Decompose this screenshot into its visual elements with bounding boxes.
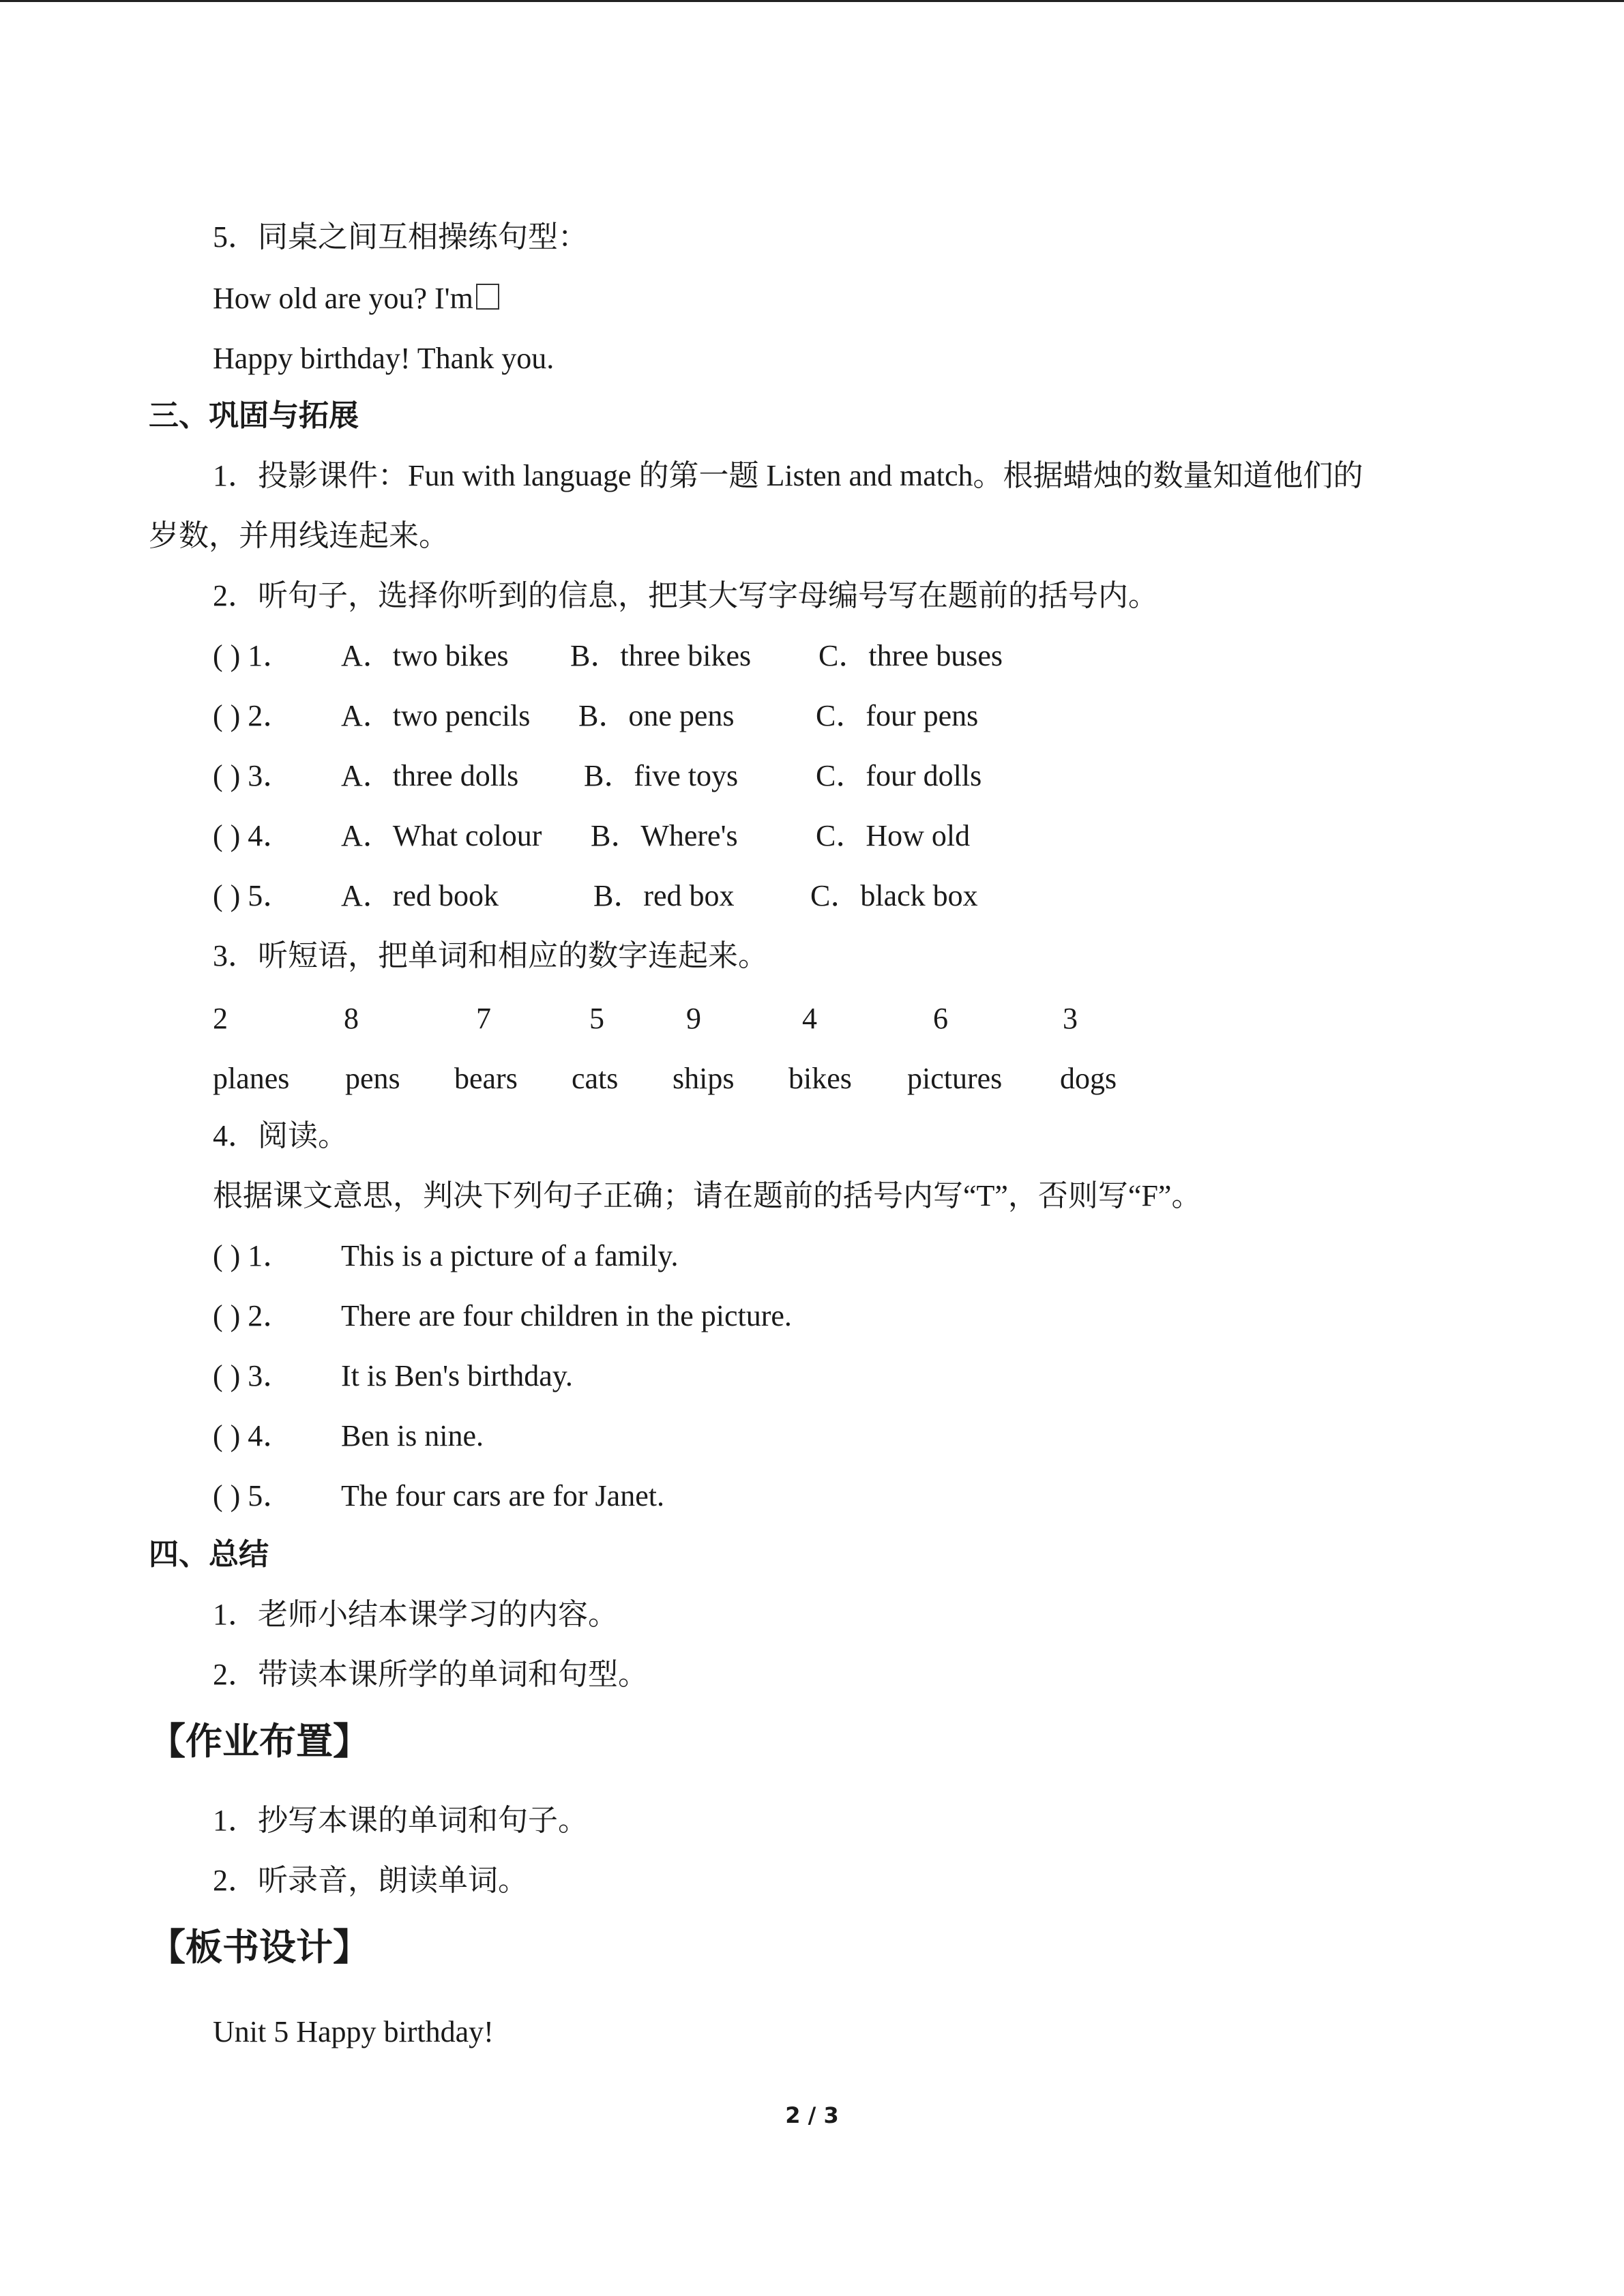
option-a: A．two pencils <box>341 699 531 732</box>
statement: The four cars are for Janet. <box>341 1479 664 1512</box>
word-cell: planes <box>213 1062 290 1095</box>
statement: It is Ben's birthday. <box>341 1359 573 1392</box>
section-4-heading: 四、总结 <box>149 1538 269 1571</box>
s3-item-1-line-1: 1．投影课件：Fun with language 的第一题 Listen and match。根据蜡烛的数量知道他们的 <box>213 459 1363 492</box>
number-cell: 5 <box>589 1002 604 1035</box>
word-cell: bears <box>454 1062 518 1095</box>
board-design-heading: 【板书设计】 <box>149 1927 370 1968</box>
option-b: B．red box <box>593 879 735 912</box>
number-cell: 4 <box>802 1002 817 1035</box>
number-cell: 9 <box>686 1002 701 1035</box>
homework-item-2: 2．听录音，朗读单词。 <box>213 1864 528 1897</box>
answer-bracket: ( ) 4． <box>213 819 293 852</box>
statement: This is a picture of a family. <box>341 1239 679 1272</box>
option-a: A．three dolls <box>341 759 519 792</box>
option-c: C．three buses <box>818 639 1003 672</box>
option-b: B．five toys <box>584 759 739 792</box>
dialog-line-1 <box>213 278 499 319</box>
answer-bracket: ( ) 2． <box>213 1299 293 1332</box>
option-a: A．red book <box>341 879 499 912</box>
word-cell: cats <box>572 1062 619 1095</box>
answer-bracket: ( ) 4． <box>213 1419 293 1452</box>
s3-item-2: 2．听句子，选择你听到的信息，把其大写字母编号写在题前的括号内。 <box>213 579 1158 612</box>
number-cell: 2 <box>213 1002 228 1035</box>
option-c: C．How old <box>816 819 971 852</box>
section-3-heading: 三、巩固与拓展 <box>149 399 359 432</box>
word-cell: pens <box>345 1062 400 1095</box>
answer-bracket: ( ) 5． <box>213 879 293 912</box>
s3-item-3: 3．听短语，把单词和相应的数字连起来。 <box>213 939 768 972</box>
option-c: C．four pens <box>816 699 979 732</box>
s4-item-1: 1．老师小结本课学习的内容。 <box>213 1598 618 1631</box>
top-border <box>0 0 1624 2</box>
option-b: B．one pens <box>578 699 735 732</box>
s4-item-2: 2．带读本课所学的单词和句型。 <box>213 1658 648 1691</box>
statement: There are four children in the picture. <box>341 1299 792 1332</box>
option-c: C．black box <box>810 879 978 912</box>
word-cell: ships <box>673 1062 735 1095</box>
number-cell: 7 <box>476 1002 491 1035</box>
blank-box <box>476 284 499 310</box>
option-b: B．three bikes <box>570 639 752 672</box>
option-b: B．Where's <box>591 819 738 852</box>
s3-item-4-instruction: 根据课文意思，判决下列句子正确；请在题前的括号内写“T”，否则写“F”。 <box>213 1179 1202 1212</box>
answer-bracket: ( ) 5． <box>213 1479 293 1512</box>
answer-bracket: ( ) 2． <box>213 699 293 732</box>
s3-item-1-line-2: 岁数，并用线连起来。 <box>149 519 449 552</box>
answer-bracket: ( ) 1． <box>213 1239 293 1272</box>
option-c: C．four dolls <box>816 759 982 792</box>
option-a: A．What colour <box>341 819 542 852</box>
answer-bracket: ( ) 3． <box>213 759 293 792</box>
number-cell: 3 <box>1063 1002 1078 1035</box>
word-cell: pictures <box>907 1062 1003 1095</box>
page-number: 2 / 3 <box>785 2102 839 2128</box>
homework-heading: 【作业布置】 <box>149 1721 370 1762</box>
word-cell: bikes <box>788 1062 852 1095</box>
board-design-line-1: Unit 5 Happy birthday! <box>213 2015 494 2048</box>
item-5: 5．同桌之间互相操练句型： <box>213 220 588 254</box>
answer-bracket: ( ) 1． <box>213 639 293 672</box>
word-cell: dogs <box>1060 1062 1117 1095</box>
homework-item-1: 1．抄写本课的单词和句子。 <box>213 1804 588 1837</box>
statement: Ben is nine. <box>341 1419 484 1452</box>
dialog-line-1-text: How old are you? I'm <box>213 282 473 315</box>
dialog-line-2: Happy birthday! Thank you. <box>213 342 555 375</box>
s3-item-4: 4．阅读。 <box>213 1119 348 1152</box>
answer-bracket: ( ) 3． <box>213 1359 293 1392</box>
number-cell: 8 <box>344 1002 359 1035</box>
option-a: A．two bikes <box>341 639 509 672</box>
number-cell: 6 <box>933 1002 948 1035</box>
